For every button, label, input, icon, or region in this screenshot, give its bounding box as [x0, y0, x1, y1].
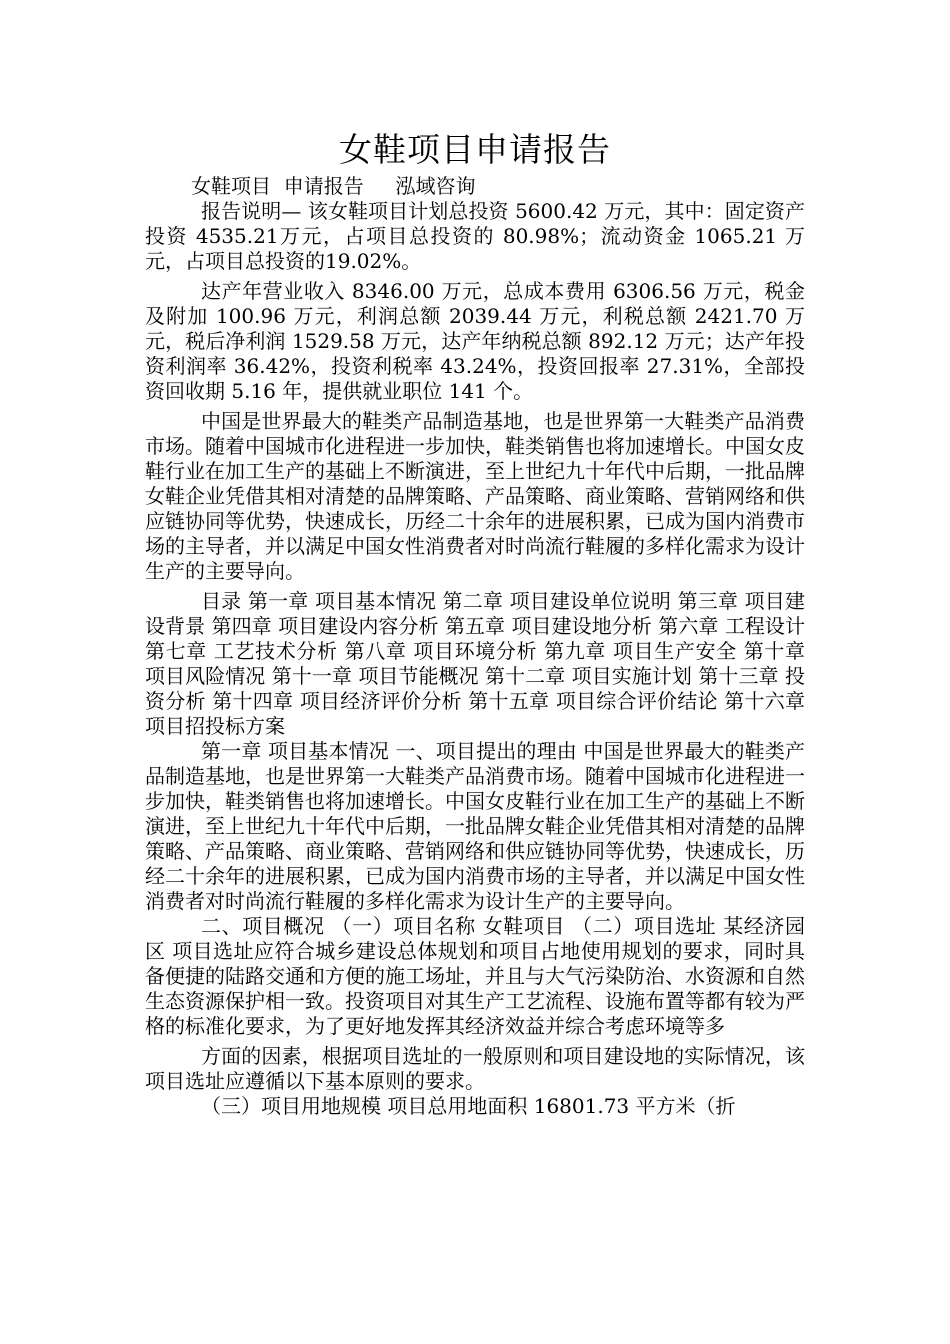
paragraph-land-scale: （三）项目用地规模 项目总用地面积 16801.73 平方米（折 — [201, 1094, 736, 1118]
paragraph-report-summary: 报告说明— 该女鞋项目计划总投资 5600.42 万元，其中：固定资产投资 4535.21万元，占项目总投资的 80.98%；流动资金 1065.21 万元，占项目总投资的19.02%。 — [145, 199, 805, 273]
document-title: 女鞋项目申请报告 — [339, 130, 611, 169]
paragraph-table-of-contents: 目录 第一章 项目基本情况 第二章 项目建设单位说明 第三章 项目建设背景 第四章 项目建设内容分析 第五章 项目建设地分析 第六章 工程设计 第七章 工艺技术分析 第八章 项目环境分析 第九章 项目生产安全 第十章 项目风险情况 第十一章 项目节能概况 第十二章 项目实施计划 第十三章 投资分析 第十四章 项目经济评价分析 第十五章 项目综合评价结论 第十六章 项目招投标方案 — [145, 589, 805, 738]
paragraph-industry-background: 中国是世界最大的鞋类产品制造基地，也是世界第一大鞋类产品消费市场。随着中国城市化进程进一步加快，鞋类销售也将加速增长。中国女皮鞋行业在加工生产的基础上不断演进，至上世纪九十年代中后期，一批品牌女鞋企业凭借其相对清楚的品牌策略、产品策略、商业策略、营销网络和供应链协同等优势，快速成长，历经二十余年的进展积累，已成为国内消费市场的主导者，并以满足中国女性消费者对时尚流行鞋履的多样化需求为设计生产的主要导向。 — [145, 409, 805, 583]
paragraph-project-overview: 二、项目概况 （一）项目名称 女鞋项目 （二）项目选址 某经济园区 项目选址应符合城乡建设总体规划和项目占地使用规划的要求，同时具备便捷的陆路交通和方便的施工场址，并且与大气污染防治、水资源和自然生态资源保护相一致。投资项目对其生产工艺流程、设施布置等都有较为严格的标准化要求，为了更好地发挥其经济效益并综合考虑环境等多 — [145, 914, 805, 1038]
document-page — [145, 128, 805, 1119]
paragraph-site-principles: 方面的因素，根据项目选址的一般原则和项目建设地的实际情况，该项目选址应遵循以下基本原则的要求。 — [145, 1044, 805, 1093]
document-subtitle: 女鞋项目 申请报告 泓域咨询 — [191, 174, 476, 198]
paragraph-chapter-one: 第一章 项目基本情况 一、项目提出的理由 中国是世界最大的鞋类产品制造基地，也是世界第一大鞋类产品消费市场。随着中国城市化进程进一步加快，鞋类销售也将加速增长。中国女皮鞋行业在加工生产的基础上不断演进，至上世纪九十年代中后期，一批品牌女鞋企业凭借其相对清楚的品牌策略、产品策略、商业策略、营销网络和供应链协同等优势，快速成长，历经二十余年的进展积累，已成为国内消费市场的主导者，并以满足中国女性消费者对时尚流行鞋履的多样化需求为设计生产的主要导向。 — [145, 739, 805, 913]
paragraph-financial-indicators: 达产年营业收入 8346.00 万元，总成本费用 6306.56 万元，税金及附加 100.96 万元，利润总额 2039.44 万元，利税总额 2421.70 万元，税后净利润 1529.58 万元，达产年纳税总额 892.12 万元；达产年投资利润率 36.42%，投资利税率 43.24%，投资回报率 27.31%，全部投资回收期 5.16 年，提供就业职位 141 个。 — [145, 279, 805, 403]
